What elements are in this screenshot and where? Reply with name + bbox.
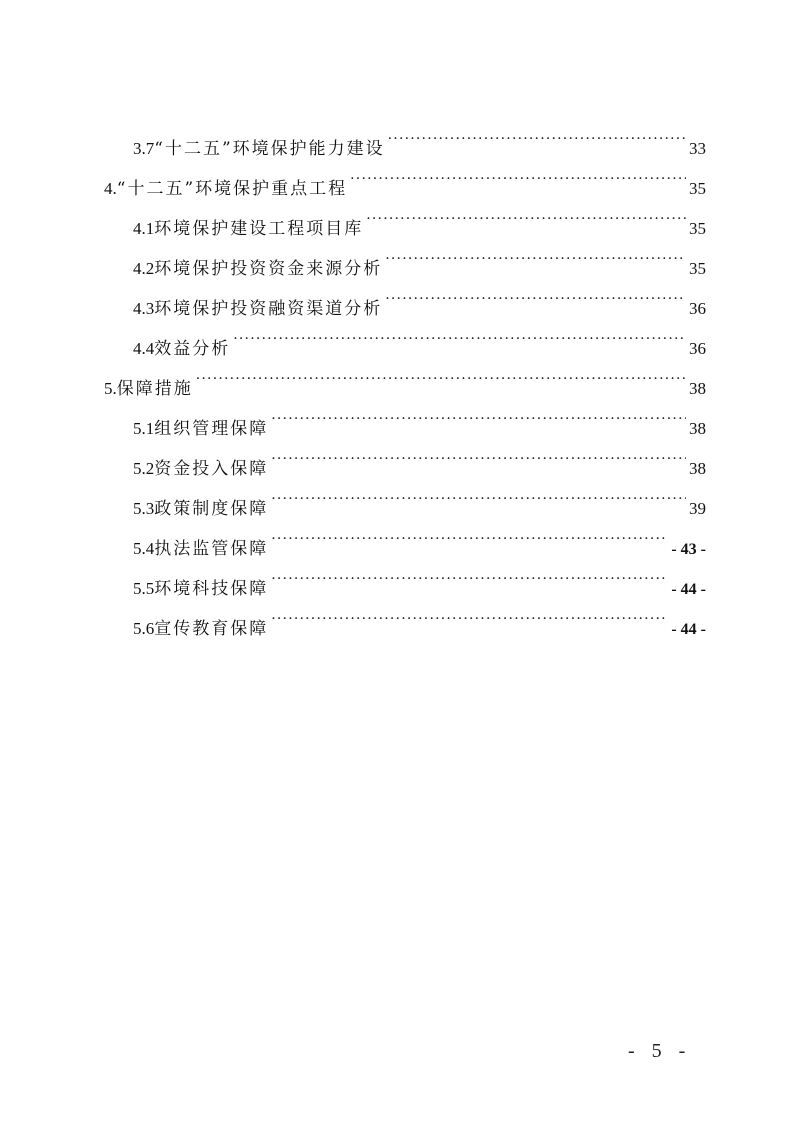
toc-entry[interactable]: [133, 484, 706, 519]
toc-entry[interactable]: [133, 604, 706, 639]
toc-entry[interactable]: [133, 324, 706, 359]
toc-entry-number: 4.4: [133, 339, 155, 358]
toc-entry-title: 执法监管保障: [154, 539, 269, 559]
page-number: - 5 -: [628, 1040, 692, 1062]
toc-entry-title: 政策制度保障: [154, 499, 269, 519]
toc-entry-number: 5.4: [133, 539, 155, 558]
toc-dot-leader: [271, 564, 668, 594]
toc-entry[interactable]: [133, 284, 706, 319]
toc-dot-leader: [385, 244, 686, 274]
toc-entry-title: “十二五”环境保护重点工程: [116, 179, 348, 199]
toc-entry[interactable]: [104, 364, 706, 399]
toc-dot-leader: [366, 204, 686, 234]
toc-entry-title: 资金投入保障: [154, 459, 269, 479]
toc-entry-title: 保障措施: [116, 379, 193, 399]
toc-entry[interactable]: [133, 444, 706, 479]
toc-entry-page: - 43 -: [671, 541, 706, 558]
toc-entry-page: 35: [689, 179, 706, 198]
toc-dot-leader: [271, 604, 668, 634]
toc-entry-number: 5.: [104, 379, 117, 398]
toc-entry-page: 38: [689, 419, 706, 438]
toc-entry-page: 38: [689, 379, 706, 398]
toc-entry-number: 4.: [104, 179, 117, 198]
toc-entry-page: 36: [689, 299, 706, 318]
toc-dot-leader: [271, 524, 668, 554]
toc-entry-title: 宣传教育保障: [154, 619, 269, 639]
toc-entry-title: 效益分析: [154, 339, 231, 359]
toc-entry[interactable]: [133, 404, 706, 439]
toc-entry-number: 4.2: [133, 259, 155, 278]
toc-entry-title: 环境科技保障: [154, 579, 269, 599]
toc-entry-title: 组织管理保障: [154, 419, 269, 439]
toc-entry[interactable]: [133, 124, 706, 159]
toc-dot-leader: [271, 404, 686, 434]
toc-dot-leader: [350, 164, 686, 194]
toc-entry-title: “十二五”环境保护能力建设: [154, 139, 385, 159]
toc-entry[interactable]: [133, 244, 706, 279]
toc-entry[interactable]: [104, 164, 706, 199]
toc-dot-leader: [196, 364, 686, 394]
toc-entry-number: 5.1: [133, 419, 155, 438]
toc-entry-page: 39: [689, 499, 706, 518]
toc-dot-leader: [233, 324, 686, 354]
toc-entry-number: 5.2: [133, 459, 155, 478]
toc-dot-leader: [271, 444, 686, 474]
toc-entry-number: 4.3: [133, 299, 155, 318]
toc-entry-page: - 44 -: [671, 621, 706, 638]
toc-entry-page: 38: [689, 459, 706, 478]
toc-entry-page: 35: [689, 259, 706, 278]
toc-entry-number: 5.3: [133, 499, 155, 518]
toc-entry-title: 环境保护投资融资渠道分析: [154, 299, 383, 319]
toc-entry-number: 5.5: [133, 579, 155, 598]
toc-entry[interactable]: [133, 524, 706, 559]
toc-entry[interactable]: [133, 564, 706, 599]
toc-entry-page: 33: [689, 139, 706, 158]
toc-entry-page: - 44 -: [671, 581, 706, 598]
toc-entry-page: 36: [689, 339, 706, 358]
toc-dot-leader: [385, 284, 686, 314]
toc-entry-number: 4.1: [133, 219, 155, 238]
toc-entry-page: 35: [689, 219, 706, 238]
toc-entry[interactable]: [133, 204, 706, 239]
toc-dot-leader: [388, 124, 686, 154]
toc-entry-title: 环境保护建设工程项目库: [154, 219, 364, 239]
toc-entry-number: 3.7: [133, 139, 155, 158]
toc-entry-number: 5.6: [133, 619, 155, 638]
toc-entry-title: 环境保护投资资金来源分析: [154, 259, 383, 279]
toc-dot-leader: [271, 484, 686, 514]
